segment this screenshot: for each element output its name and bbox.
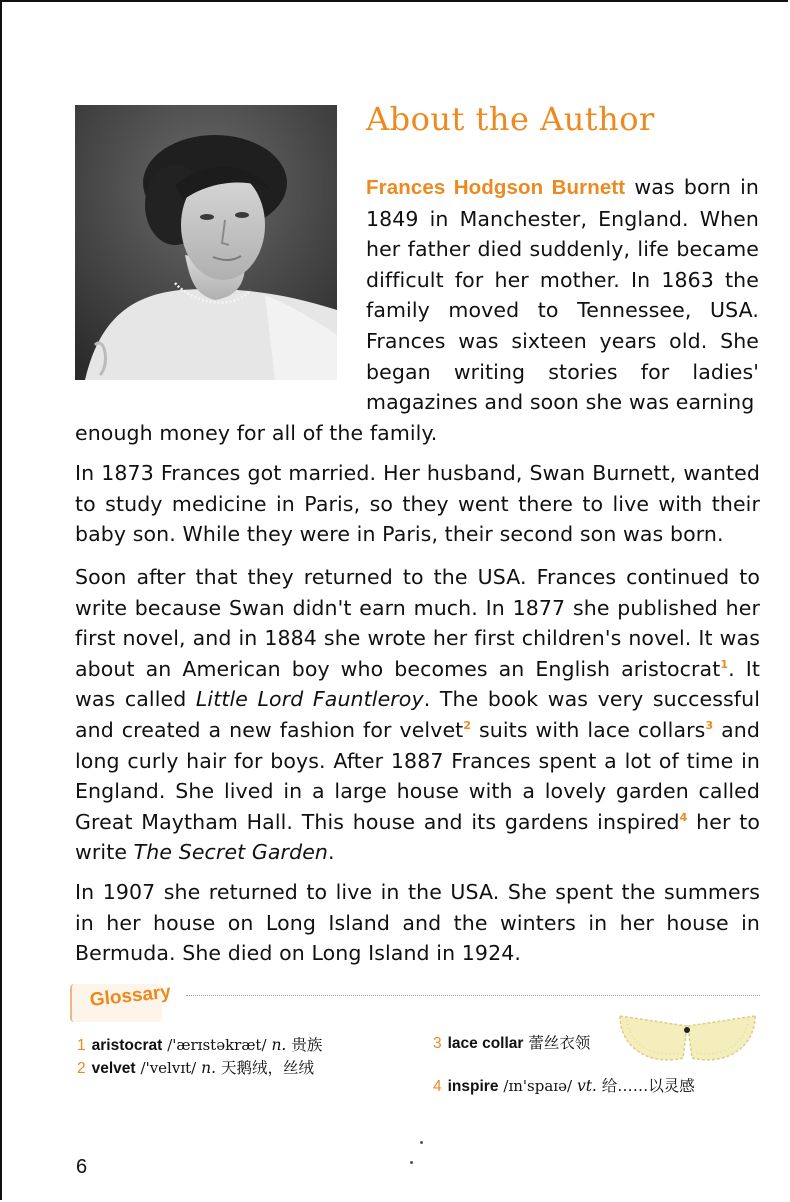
- glossary-pos: n.: [201, 1059, 217, 1077]
- glossary-header: [70, 981, 172, 1022]
- intro-text: was born in 1849 in Manchester, England. When her father died suddenly, life became difficult for her mother. In 1863 the family moved to Tennessee, USA. Frances was sixteen years old. She began writing stories for ladies' magazines and soon she was earning: [366, 175, 759, 415]
- glossary-word: velvet: [91, 1060, 136, 1077]
- career-text-4: suits with lace collars: [471, 717, 706, 742]
- glossary-word: lace collar: [447, 1035, 524, 1052]
- paragraph-marriage: In 1873 Frances got married. Her husband, Swan Burnett, wanted to study medicine in Paris, so they went there to live with their baby son. While they were in Paris, their second son was born.: [75, 461, 760, 547]
- glossary-divider: [186, 995, 760, 996]
- book-title-fauntleroy: Little Lord Fauntleroy: [195, 687, 424, 712]
- footnote-3: 3: [705, 719, 714, 733]
- glossary-meaning: 给……以灵感: [601, 1077, 695, 1095]
- author-photo: [75, 105, 337, 380]
- glossary-num: 2: [77, 1060, 86, 1077]
- career-text-6: her to write: [75, 809, 760, 865]
- glossary-word: inspire: [447, 1078, 499, 1095]
- glossary-num: 1: [77, 1037, 86, 1054]
- glossary-num: 3: [433, 1035, 442, 1052]
- glossary-pos: n.: [271, 1036, 287, 1054]
- career-text-1: Soon after that they returned to the USA. Frances continued to write because Swan didn't earn much. In 1877 she published her first novel, and in 1884 she wrote her first children's novel. It was about an American boy who becomes an English aristocrat: [75, 565, 760, 681]
- glossary-ipa: /'velvɪt/: [140, 1059, 197, 1077]
- glossary-label: Glossary: [88, 981, 172, 1011]
- lace-collar-illustration: [615, 1008, 760, 1068]
- glossary-meaning: 天鹅绒，丝绒: [221, 1059, 315, 1077]
- glossary-meaning: 蕾丝衣领: [528, 1034, 591, 1052]
- paragraph-later-life: In 1907 she returned to live in the USA. She spent the summers in her house on Long Island and the winters in her house in Bermuda. She died on Long Island in 1924.: [75, 880, 760, 966]
- intro-paragraph-tail: enough money for all of the family.: [75, 421, 438, 445]
- career-text-3: . The book was very successful and created a new fashion for velvet: [75, 687, 760, 742]
- glossary-pos: vt.: [576, 1077, 597, 1095]
- glossary-item: [77, 1057, 314, 1080]
- glossary-item: [433, 1075, 695, 1098]
- footnote-2: 2: [463, 719, 472, 733]
- career-text-5: and long curly hair for boys. After 1887 Frances spent a lot of time in England. She lived in a large house with a lovely garden called Great Maytham Hall. This house and its gardens inspired: [75, 717, 761, 834]
- paragraph-career: [75, 562, 760, 868]
- scan-speck: [410, 1161, 413, 1164]
- page-number: 6: [76, 1156, 88, 1178]
- glossary-item: [77, 1034, 322, 1057]
- glossary-meaning: 贵族: [291, 1036, 323, 1054]
- career-text-2: . It was called: [75, 656, 760, 712]
- book-title-secret-garden: The Secret Garden: [133, 840, 328, 865]
- page-title: About the Author: [366, 100, 655, 138]
- footnote-1: 1: [720, 657, 729, 671]
- glossary-ipa: /'ærɪstəkræt/: [167, 1036, 267, 1054]
- glossary-ipa: /ɪn'spaɪə/: [503, 1077, 572, 1095]
- career-text-7: .: [328, 840, 335, 865]
- glossary-word: aristocrat: [91, 1037, 163, 1054]
- footnote-4: 4: [679, 810, 688, 824]
- glossary-num: 4: [433, 1078, 442, 1095]
- glossary-item: [433, 1032, 590, 1055]
- intro-paragraph: [366, 172, 759, 418]
- author-name: Frances Hodgson Burnett: [366, 176, 626, 199]
- scan-speck: [420, 1141, 423, 1144]
